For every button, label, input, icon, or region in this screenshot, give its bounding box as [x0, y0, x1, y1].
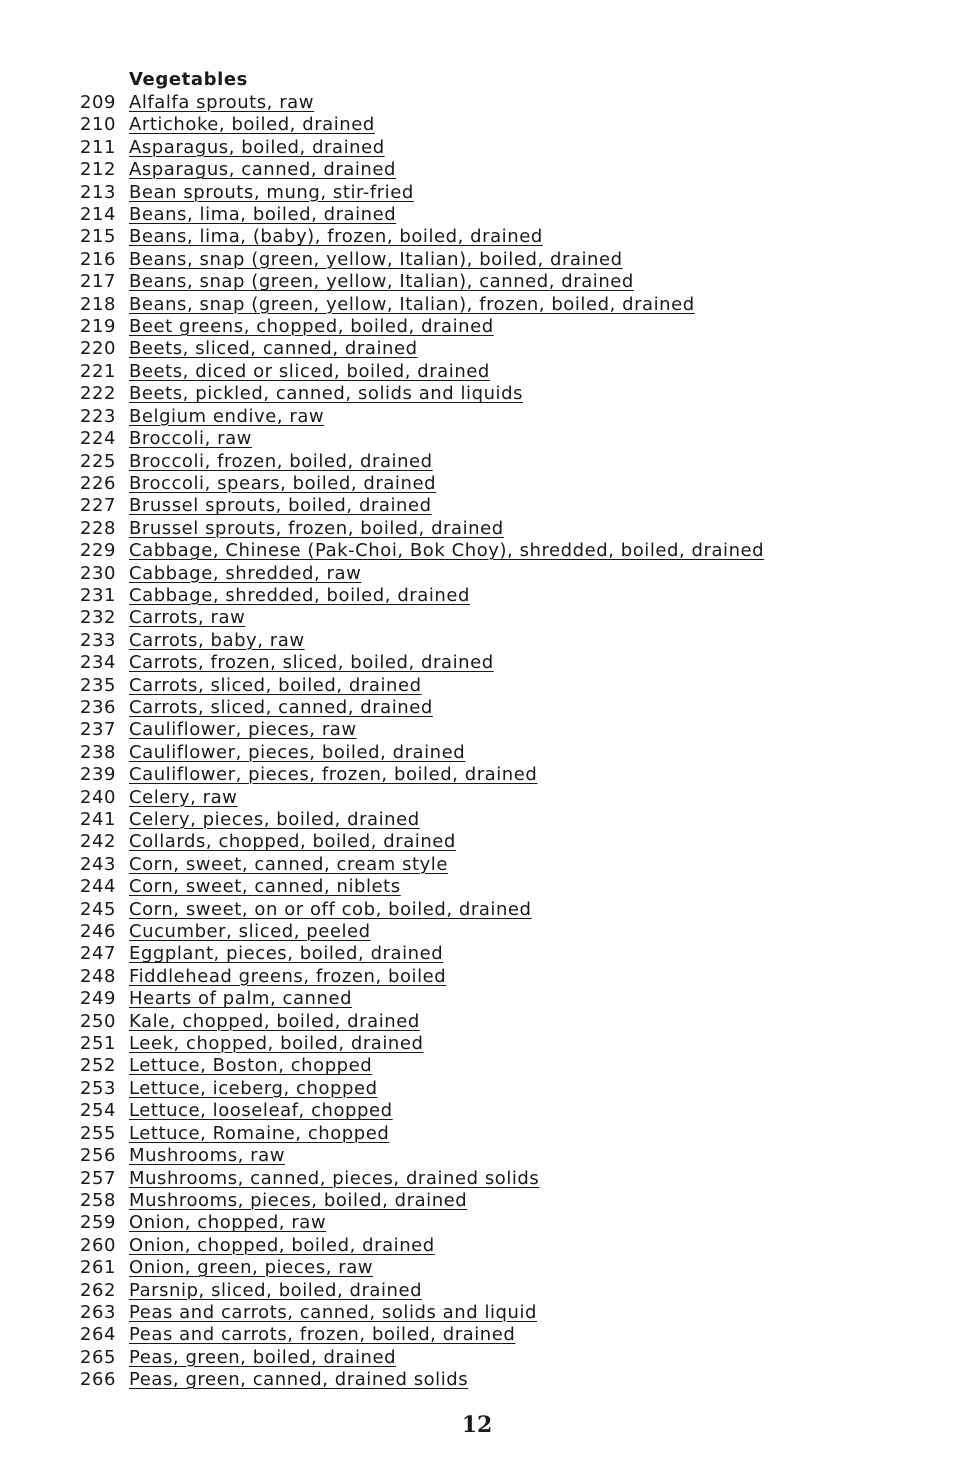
item-number: 234	[80, 652, 117, 674]
item-number: 217	[80, 271, 117, 293]
list-item[interactable]	[80, 697, 764, 719]
list-item[interactable]	[80, 294, 764, 316]
item-label: Parsnip, sliced, boiled, drained	[129, 1279, 423, 1301]
list-item[interactable]	[80, 1033, 764, 1055]
list-item[interactable]	[80, 585, 764, 607]
item-label: Bean sprouts, mung, stir-fried	[129, 181, 414, 203]
item-number: 213	[80, 181, 117, 203]
list-item[interactable]	[80, 137, 764, 159]
item-number: 237	[80, 719, 117, 741]
item-label: Beets, diced or sliced, boiled, drained	[129, 360, 490, 382]
item-label: Leek, chopped, boiled, drained	[129, 1033, 424, 1055]
item-label: Alfalfa sprouts, raw	[129, 92, 315, 113]
list-item[interactable]	[80, 1190, 764, 1212]
item-number: 238	[80, 741, 117, 763]
item-label: Peas, green, boiled, drained	[129, 1346, 397, 1368]
item-label: Brussel sprouts, boiled, drained	[129, 495, 432, 517]
list-item[interactable]	[80, 719, 764, 741]
list-item[interactable]	[80, 1257, 764, 1279]
item-number: 223	[80, 405, 117, 427]
item-number: 249	[80, 988, 117, 1010]
item-number: 253	[80, 1077, 117, 1099]
item-number: 229	[80, 540, 117, 562]
item-number: 250	[80, 1010, 117, 1032]
item-label: Asparagus, canned, drained	[129, 159, 396, 181]
item-number: 265	[80, 1346, 117, 1368]
list-item[interactable]	[80, 854, 764, 876]
list-item[interactable]	[80, 383, 764, 405]
item-label: Broccoli, frozen, boiled, drained	[129, 450, 433, 472]
item-number: 230	[80, 562, 117, 584]
list-item[interactable]	[80, 1212, 764, 1234]
item-number: 220	[80, 338, 117, 360]
item-label: Celery, raw	[129, 786, 238, 808]
list-item[interactable]	[80, 316, 764, 338]
list-item[interactable]	[80, 899, 764, 921]
item-number: 255	[80, 1122, 117, 1144]
item-number: 266	[80, 1369, 117, 1391]
item-label: Lettuce, iceberg, chopped	[129, 1077, 378, 1099]
list-item[interactable]	[80, 876, 764, 898]
item-number: 214	[80, 204, 117, 226]
item-label: Onion, green, pieces, raw	[129, 1257, 374, 1279]
item-label: Lettuce, Romaine, chopped	[129, 1122, 390, 1144]
item-number: 224	[80, 428, 117, 450]
item-label: Asparagus, boiled, drained	[129, 136, 385, 158]
item-label: Beets, pickled, canned, solids and liquids	[129, 383, 523, 405]
item-label: Celery, pieces, boiled, drained	[129, 809, 420, 830]
item-number: 263	[80, 1301, 117, 1323]
list-item[interactable]	[80, 249, 764, 271]
item-label: Artichoke, boiled, drained	[129, 114, 375, 136]
list-item[interactable]	[80, 1235, 764, 1257]
page-number: 12	[461, 1412, 493, 1438]
list-item[interactable]	[80, 518, 764, 540]
item-number: 211	[80, 136, 117, 158]
list-item[interactable]	[80, 675, 764, 697]
item-label: Carrots, sliced, canned, drained	[129, 696, 433, 718]
item-label: Hearts of palm, canned	[129, 988, 353, 1010]
list-item[interactable]	[80, 988, 764, 1010]
item-label: Mushrooms, pieces, boiled, drained	[129, 1189, 468, 1211]
item-number: 233	[80, 629, 117, 651]
list-item[interactable]	[80, 1078, 764, 1100]
item-label: Brussel sprouts, frozen, boiled, drained	[129, 517, 504, 539]
item-label: Cauliflower, pieces, frozen, boiled, drained	[129, 764, 538, 786]
item-number: 248	[80, 965, 117, 987]
vegetable-list	[80, 92, 764, 1392]
list-item[interactable]	[80, 271, 764, 293]
item-number: 258	[80, 1189, 117, 1211]
item-number: 225	[80, 450, 117, 472]
list-item[interactable]	[80, 1324, 764, 1346]
list-item[interactable]	[80, 338, 764, 360]
item-number: 260	[80, 1234, 117, 1256]
item-number: 226	[80, 472, 117, 494]
list-item[interactable]	[80, 361, 764, 383]
list-item[interactable]	[80, 1369, 764, 1391]
item-label: Broccoli, raw	[129, 428, 252, 450]
item-label: Onion, chopped, raw	[129, 1212, 327, 1234]
item-number: 231	[80, 584, 117, 606]
item-number: 235	[80, 674, 117, 696]
item-label: Onion, chopped, boiled, drained	[129, 1234, 435, 1256]
item-number: 243	[80, 853, 117, 875]
item-label: Carrots, sliced, boiled, drained	[129, 674, 422, 696]
list-item[interactable]	[80, 114, 764, 136]
item-label: Carrots, baby, raw	[129, 629, 305, 651]
list-item[interactable]	[80, 921, 764, 943]
list-item[interactable]	[80, 92, 764, 114]
item-label: Cabbage, shredded, boiled, drained	[129, 584, 470, 606]
list-item[interactable]	[80, 540, 764, 562]
list-item[interactable]	[80, 630, 764, 652]
item-label: Carrots, frozen, sliced, boiled, drained	[129, 652, 494, 674]
item-label: Cauliflower, pieces, boiled, drained	[129, 741, 466, 763]
list-item[interactable]	[80, 159, 764, 181]
list-item[interactable]	[80, 831, 764, 853]
item-label: Beans, lima, boiled, drained	[129, 204, 397, 226]
list-item[interactable]	[80, 428, 764, 450]
item-number: 252	[80, 1055, 117, 1077]
item-number: 218	[80, 293, 117, 315]
item-number: 241	[80, 809, 117, 830]
list-item[interactable]	[80, 1100, 764, 1122]
item-label: Lettuce, looseleaf, chopped	[129, 1100, 393, 1122]
item-number: 239	[80, 764, 117, 786]
item-number: 227	[80, 495, 117, 517]
list-item[interactable]	[80, 764, 764, 786]
list-item[interactable]	[80, 809, 764, 831]
item-label: Cabbage, Chinese (Pak-Choi, Bok Choy), shredded, boiled, drained	[129, 540, 765, 562]
item-label: Lettuce, Boston, chopped	[129, 1055, 373, 1077]
list-item[interactable]	[80, 1280, 764, 1302]
list-item[interactable]	[80, 204, 764, 226]
item-label: Peas and carrots, canned, solids and liquid	[129, 1301, 538, 1323]
list-item[interactable]	[80, 1055, 764, 1077]
list-item[interactable]	[80, 1347, 764, 1369]
list-item[interactable]	[80, 451, 764, 473]
item-label: Beans, snap (green, yellow, Italian), frozen, boiled, drained	[129, 293, 695, 315]
item-number: 251	[80, 1033, 117, 1055]
item-label: Eggplant, pieces, boiled, drained	[129, 943, 444, 965]
section-heading: Vegetables	[129, 69, 248, 90]
list-item[interactable]	[80, 1168, 764, 1190]
item-number: 259	[80, 1212, 117, 1234]
item-number: 264	[80, 1324, 117, 1346]
item-label: Peas and carrots, frozen, boiled, drained	[129, 1324, 516, 1346]
item-label: Fiddlehead greens, frozen, boiled	[129, 965, 447, 987]
item-number: 216	[80, 248, 117, 270]
item-label: Mushrooms, canned, pieces, drained solids	[129, 1167, 540, 1189]
item-label: Mushrooms, raw	[129, 1145, 285, 1167]
list-item[interactable]	[80, 943, 764, 965]
list-item[interactable]	[80, 182, 764, 204]
list-item[interactable]	[80, 607, 764, 629]
list-item[interactable]	[80, 406, 764, 428]
list-item[interactable]	[80, 1123, 764, 1145]
item-number: 246	[80, 921, 117, 943]
item-number: 209	[80, 92, 117, 113]
item-label: Corn, sweet, canned, cream style	[129, 853, 448, 875]
item-label: Peas, green, canned, drained solids	[129, 1369, 469, 1391]
item-label: Beans, snap (green, yellow, Italian), boiled, drained	[129, 248, 623, 270]
list-item[interactable]	[80, 563, 764, 585]
item-number: 261	[80, 1257, 117, 1279]
item-number: 254	[80, 1100, 117, 1122]
item-label: Corn, sweet, canned, niblets	[129, 876, 401, 898]
item-number: 240	[80, 786, 117, 808]
list-item[interactable]	[80, 787, 764, 809]
list-item[interactable]	[80, 1011, 764, 1033]
item-number: 236	[80, 696, 117, 718]
list-item[interactable]	[80, 495, 764, 517]
item-number: 219	[80, 316, 117, 338]
item-number: 215	[80, 226, 117, 248]
item-number: 262	[80, 1279, 117, 1301]
item-label: Broccoli, spears, boiled, drained	[129, 472, 437, 494]
item-number: 232	[80, 607, 117, 629]
item-number: 245	[80, 898, 117, 920]
item-label: Carrots, raw	[129, 607, 246, 629]
item-number: 256	[80, 1145, 117, 1167]
item-label: Kale, chopped, boiled, drained	[129, 1010, 420, 1032]
item-label: Belgium endive, raw	[129, 405, 325, 427]
item-number: 247	[80, 943, 117, 965]
item-label: Beans, snap (green, yellow, Italian), canned, drained	[129, 271, 634, 293]
item-label: Corn, sweet, on or off cob, boiled, drained	[129, 898, 532, 920]
list-item[interactable]	[80, 1302, 764, 1324]
item-number: 212	[80, 159, 117, 181]
item-label: Cucumber, sliced, peeled	[129, 921, 371, 943]
item-number: 210	[80, 114, 117, 136]
item-number: 242	[80, 831, 117, 853]
list-item[interactable]	[80, 652, 764, 674]
item-number: 228	[80, 517, 117, 539]
item-number: 222	[80, 383, 117, 405]
item-label: Cabbage, shredded, raw	[129, 562, 362, 584]
list-item[interactable]	[80, 966, 764, 988]
item-number: 244	[80, 876, 117, 898]
item-label: Beet greens, chopped, boiled, drained	[129, 316, 494, 338]
list-item[interactable]	[80, 226, 764, 248]
item-label: Beans, lima, (baby), frozen, boiled, drained	[129, 226, 543, 248]
item-label: Collards, chopped, boiled, drained	[129, 831, 456, 853]
item-label: Cauliflower, pieces, raw	[129, 719, 357, 741]
list-item[interactable]	[80, 1145, 764, 1167]
item-number: 221	[80, 360, 117, 382]
list-item[interactable]	[80, 742, 764, 764]
item-number: 257	[80, 1167, 117, 1189]
list-item[interactable]	[80, 473, 764, 495]
item-label: Beets, sliced, canned, drained	[129, 338, 418, 360]
